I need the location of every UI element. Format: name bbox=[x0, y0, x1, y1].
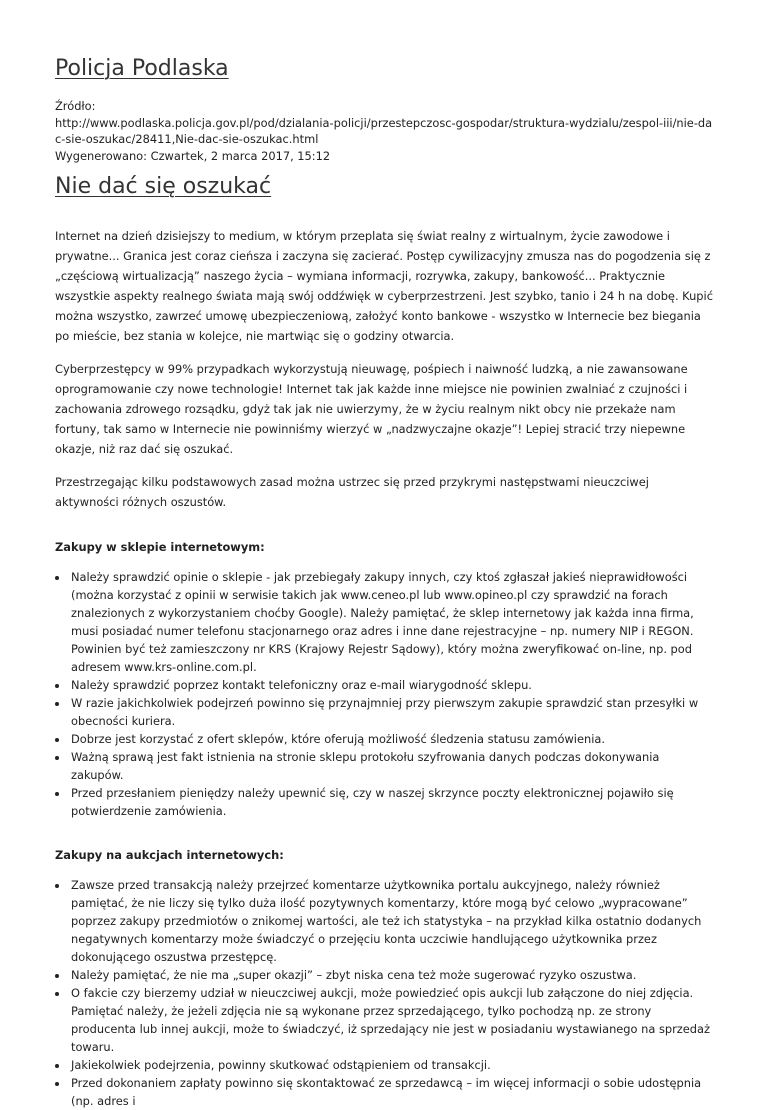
article-paragraph: Cyberprzestępcy w 99% przypadkach wykorzystują nieuwagę, pośpiech i naiwność ludzką, a nie zawansowane oprogramowanie czy nowe technologie! Internet tak jak każde inne miejsce nie powinien zwalniać z czujności i zachowania zdrowego rozsądku, gdyż tak jak nie uwierzymy, że w życiu realnym nikt obcy nie przekaże nam fortuny, tak samo w Internecie nie powinniśmy wierzyć w „nadzwyczajne okazje”! Lepiej stracić trzy niepewne okazje, niż raz dać się oszukać. bbox=[55, 362, 688, 456]
section-heading-auctions: Zakupy na aukcjach internetowych: bbox=[55, 848, 284, 862]
list-item: • W razie jakichkolwiek podejrzeń powinno się przynajmniej przy pierwszym zakupie sprawdzić stan przesyłki w obecności kuriera. bbox=[69, 694, 715, 730]
list-item: • Przed przesłaniem pieniędzy należy upewnić się, czy w naszej skrzynce poczty elektronicznej pojawiło się potwierdzenie zamówienia. bbox=[69, 784, 715, 820]
shop-tips-list bbox=[55, 568, 715, 820]
article-paragraph: Przestrzegając kilku podstawowych zasad można ustrzec się przed przykrymi następstwami nieuczciwej aktywności różnych oszustów. bbox=[55, 475, 649, 509]
list-item: • Należy pamiętać, że nie ma „super okazji” – zbyt niska cena też może sugerować ryzyko oszustwa. bbox=[69, 966, 715, 984]
list-item: • Należy sprawdzić poprzez kontakt telefoniczny oraz e-mail wiarygodność sklepu. bbox=[69, 676, 715, 694]
list-item: • Zawsze przed transakcją należy przejrzeć komentarze użytkownika portalu aukcyjnego, należy również pamiętać, że nie liczy się tylko duża ilość pozytywnych komentarzy, które mogą być celowo „wypracowane” poprzez zakupy przedmiotów o znikomej wartości, ale też ich statystyka – na przykład kilka ostatnio dodanych negatywnych komentarzy może świadczyć o przejęciu konta uczciwie handlującego użytkownika przez dokonującego oszustwa przestępcę. bbox=[69, 876, 715, 966]
section-heading-shop: Zakupy w sklepie internetowym: bbox=[55, 540, 265, 554]
source-url[interactable]: http://www.podlaska.policja.gov.pl/pod/dzialania-policji/przestepczosc-gospodar/struktura-wydzialu/zespol-iii/nie-dac-sie-oszukac/28411,Nie-dac-sie-oszukac.html bbox=[55, 115, 713, 146]
list-item: • Jakiekolwiek podejrzenia, powinny skutkować odstąpieniem od transakcji. bbox=[69, 1056, 715, 1074]
document-page bbox=[55, 54, 715, 1110]
list-item: • O fakcie czy bierzemy udział w nieuczciwej aukcji, może powiedzieć opis aukcji lub załączone do niej zdjęcia. Pamiętać należy, że jeżeli zdjęcia nie są wykonane przez sprzedającego, tylko pochodzą np. ze strony producenta lub innej aukcji, może to świadczyć, iż sprzedający nie jest w posiadaniu wystawianego na sprzedaż towaru. bbox=[69, 984, 715, 1056]
list-item: • Należy sprawdzić opinie o sklepie - jak przebiegały zakupy innych, czy ktoś zgłaszał jakieś nieprawidłowości (można korzystać z opinii w serwisie takich jak www.ceneo.pl lub www.opineo.pl czy sprawdzić na forach znalezionych z wykorzystaniem choćby Google). Należy pamiętać, że sklep internetowy jak każda inna firma, musi posiadać numer telefonu stacjonarnego oraz adres i inne dane rejestracyjne – np. numery NIP i REGON. Powinien być też zamieszczony nr KRS (Krajowy Rejestr Sądowy), który można zweryfikować on-line, np. pod adresem www.krs-online.com.pl. bbox=[69, 568, 715, 676]
auction-tips-list bbox=[55, 876, 715, 1110]
generated-timestamp: Wygenerowano: Czwartek, 2 marca 2017, 15:12 bbox=[55, 148, 331, 163]
source-label: Źródło: bbox=[55, 99, 96, 113]
list-item: • Dobrze jest korzystać z ofert sklepów, które oferują możliwość śledzenia statusu zamówienia. bbox=[69, 730, 715, 748]
list-item: • Przed dokonaniem zapłaty powinno się skontaktować ze sprzedawcą – im więcej informacji o sobie udostępnia (np. adres i bbox=[69, 1074, 715, 1110]
article-paragraph: Internet na dzień dzisiejszy to medium, w którym przeplata się świat realny z wirtualnym, życie zawodowe i prywatne... Granica jest coraz cieńsza i zaczyna się zacierać. Postęp cywilizacyjny zmusza nas do pogodzenia się z „częściową wirtualizacją” naszego życia – wymiana informacji, rozrywka, zakupy, bankowość... Praktycznie wszystkie aspekty realnego świata mają swój oddźwięk w cyberprzestrzeni. Jest szybko, tanio i 24 h na dobę. Kupić można wszystko, zawrzeć umowę ubezpieczeniową, założyć konto bankowe - wszystko w Internecie bez biegania po mieście, bez stania w kolejce, nie martwiąc się o godziny otwarcia. bbox=[55, 229, 713, 343]
article-title[interactable]: Nie dać się oszukać bbox=[55, 174, 272, 199]
list-item: • Ważną sprawą jest fakt istnienia na stronie sklepu protokołu szyfrowania danych podczas dokonywania zakupów. bbox=[69, 748, 715, 784]
source-meta bbox=[55, 98, 715, 164]
site-title[interactable]: Policja Podlaska bbox=[55, 56, 229, 81]
